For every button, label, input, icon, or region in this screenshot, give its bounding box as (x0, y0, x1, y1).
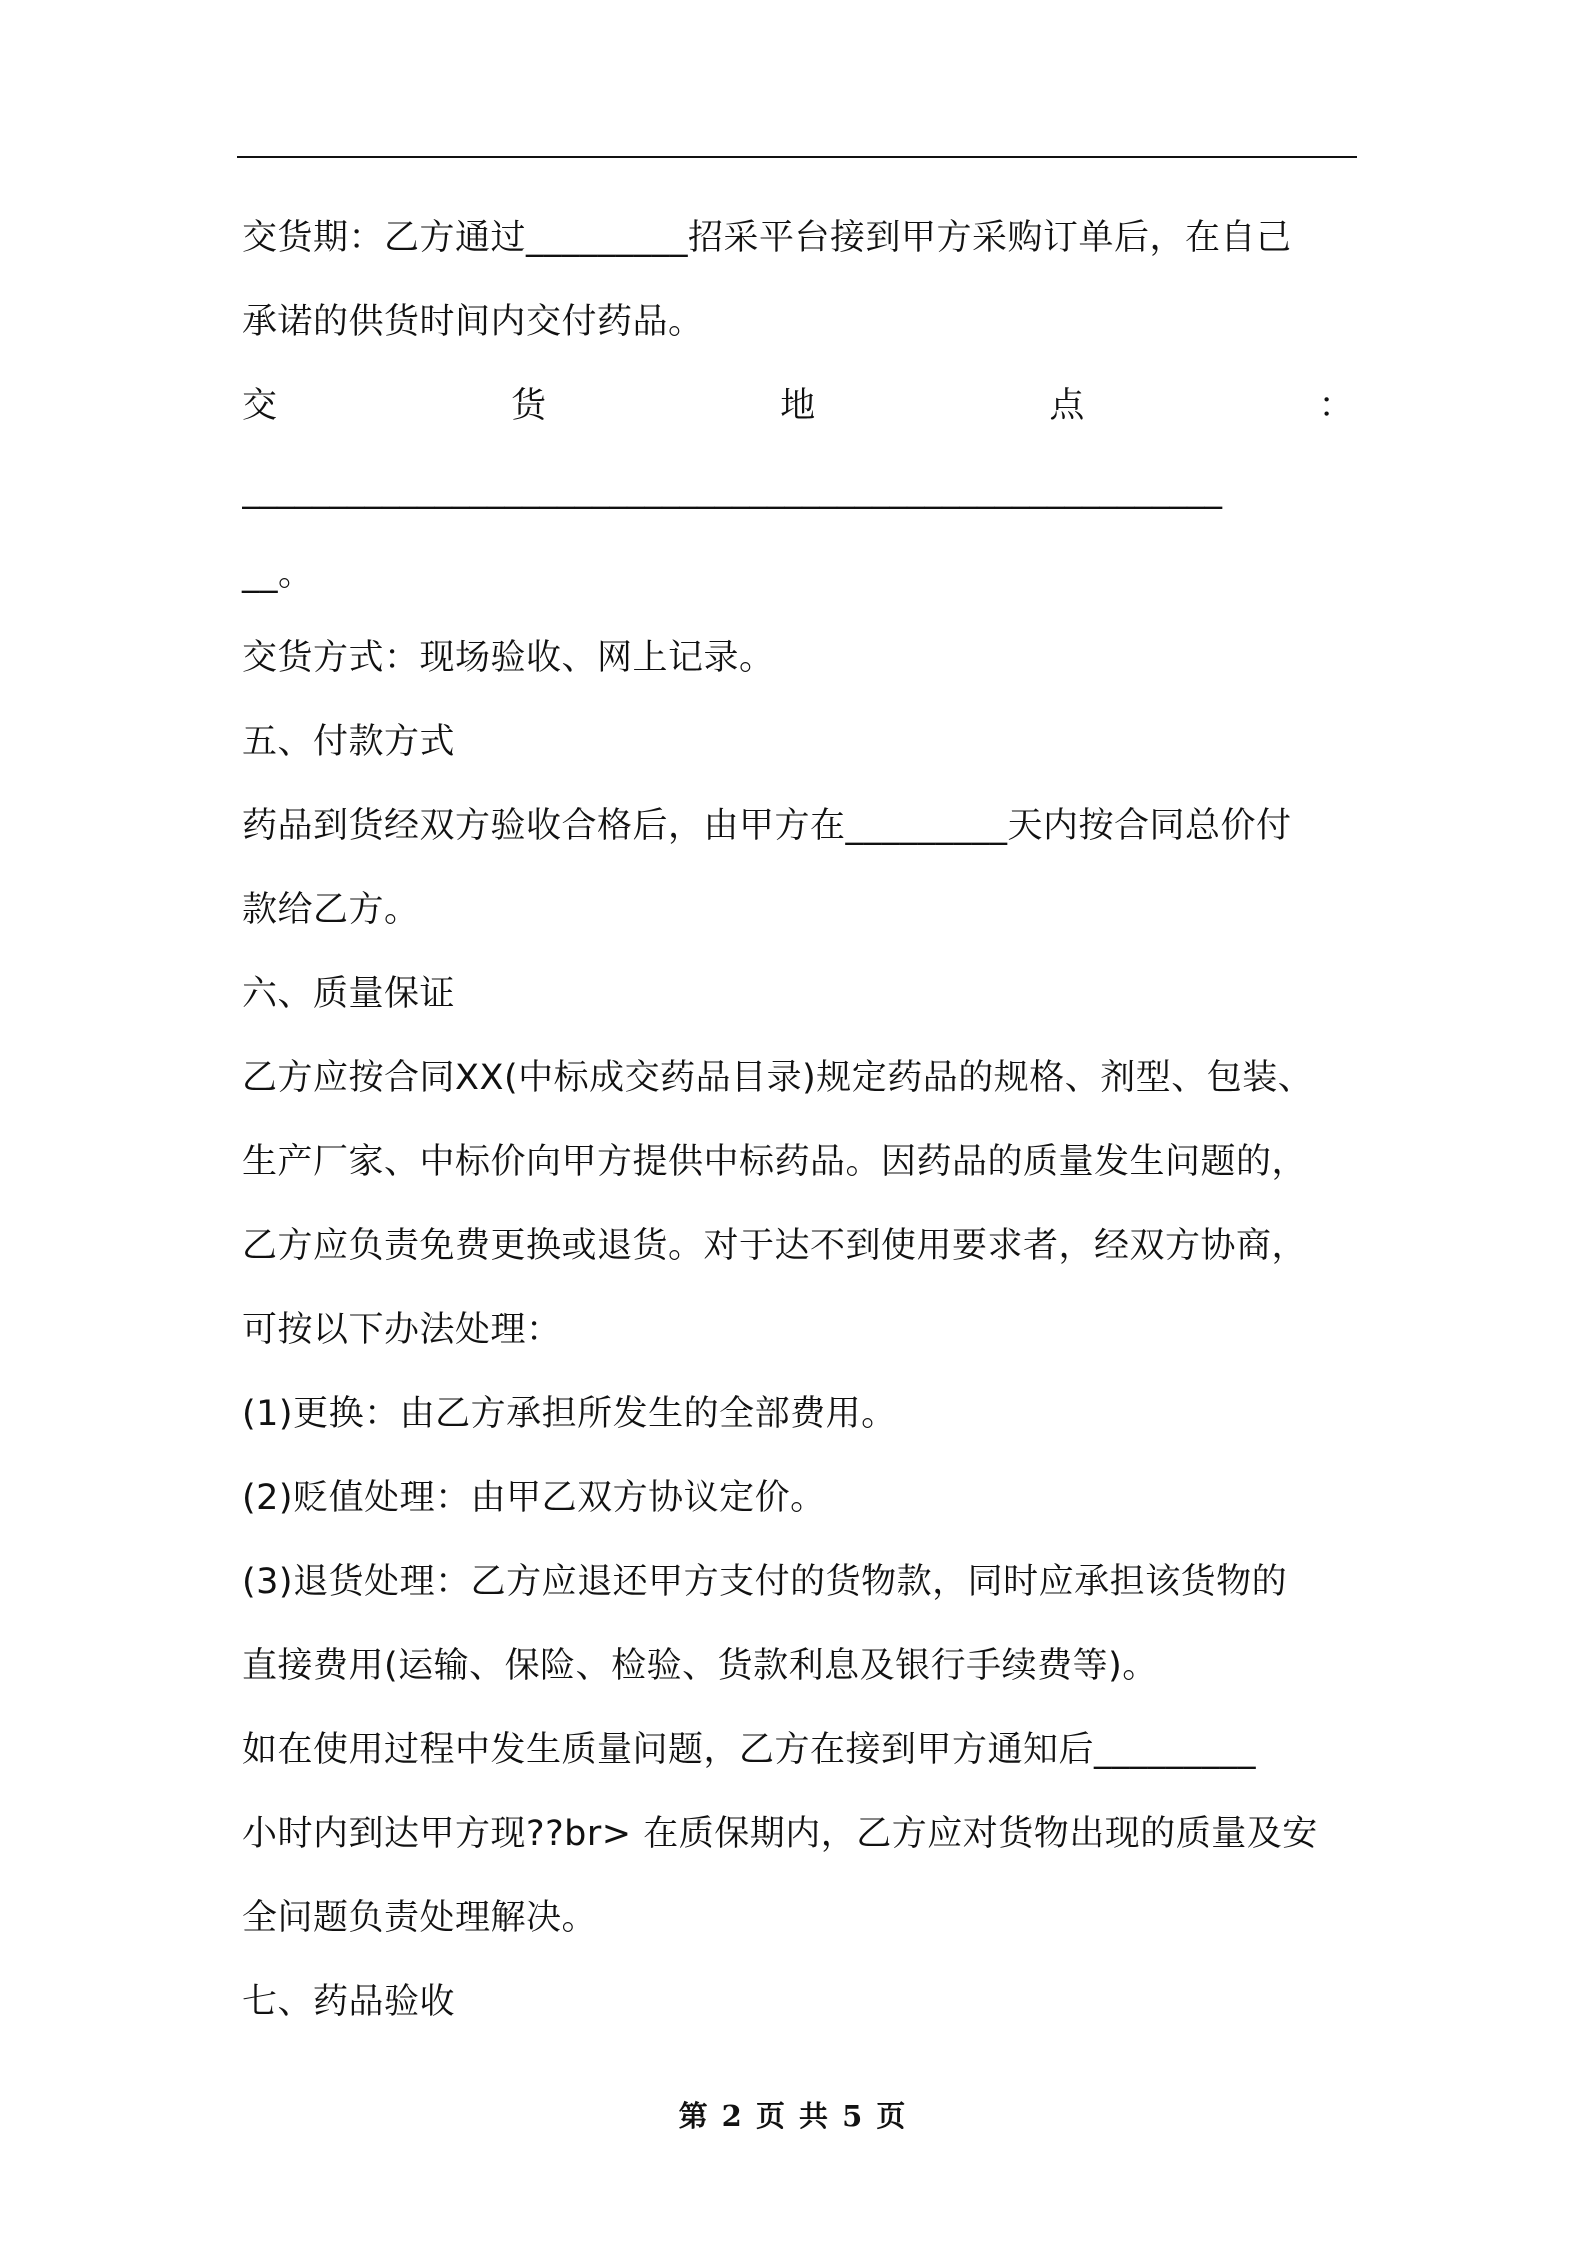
label-char: 交 (242, 386, 278, 426)
text-line: 交货方式：现场验收、网上记录。 (242, 638, 775, 678)
text-line: 生产厂家、中标价向甲方提供中标药品。因药品的质量发生问题的， (242, 1142, 1308, 1182)
list-item: (2)贬值处理：由甲乙双方协议定价。 (242, 1478, 826, 1518)
delivery-place-label (242, 364, 1354, 448)
text-line: 乙方应负责免费更换或退货。对于达不到使用要求者，经双方协商， (242, 1226, 1308, 1266)
text-line: 如在使用过程中发生质量问题，乙方在接到甲方通知后_________ (242, 1730, 1257, 1770)
blank-fill-line: ________________________________________________________ (242, 470, 1222, 510)
text-line: 直接费用(运输、保险、检验、货款利息及银行手续费等)。 (242, 1646, 1158, 1686)
section-heading: 五、付款方式 (242, 722, 456, 762)
label-char: 货 (511, 386, 547, 426)
text-line: 乙方应按合同XX(中标成交药品目录)规定药品的规格、剂型、包装、 (242, 1058, 1314, 1098)
text-line: 承诺的供货时间内交付药品。 (242, 302, 704, 342)
text-line: 可按以下办法处理： (242, 1310, 562, 1350)
page-number: 第 2 页 共 5 页 (678, 2099, 908, 2133)
text-line: __。 (242, 554, 314, 594)
list-item: (1)更换：由乙方承担所发生的全部费用。 (242, 1394, 897, 1434)
text-line: 款给乙方。 (242, 890, 420, 930)
section-heading: 六、质量保证 (242, 974, 456, 1014)
label-char: 点 (1049, 386, 1085, 426)
document-body (242, 196, 1354, 2044)
label-char: 地 (780, 386, 816, 426)
text-line: 药品到货经双方验收合格后，由甲方在_________天内按合同总价付 (242, 806, 1292, 846)
header-rule (237, 156, 1357, 158)
section-heading: 七、药品验收 (242, 1982, 456, 2022)
text-line: 小时内到达甲方现??br> 在质保期内，乙方应对货物出现的质量及安 (242, 1814, 1318, 1854)
list-item: (3)退货处理：乙方应退还甲方支付的货物款，同时应承担该货物的 (242, 1562, 1288, 1602)
label-char: ： (1318, 386, 1354, 426)
text-line: 全问题负责处理解决。 (242, 1898, 598, 1938)
text-line: 交货期：乙方通过_________招采平台接到甲方采购订单后，在自己 (242, 218, 1292, 258)
